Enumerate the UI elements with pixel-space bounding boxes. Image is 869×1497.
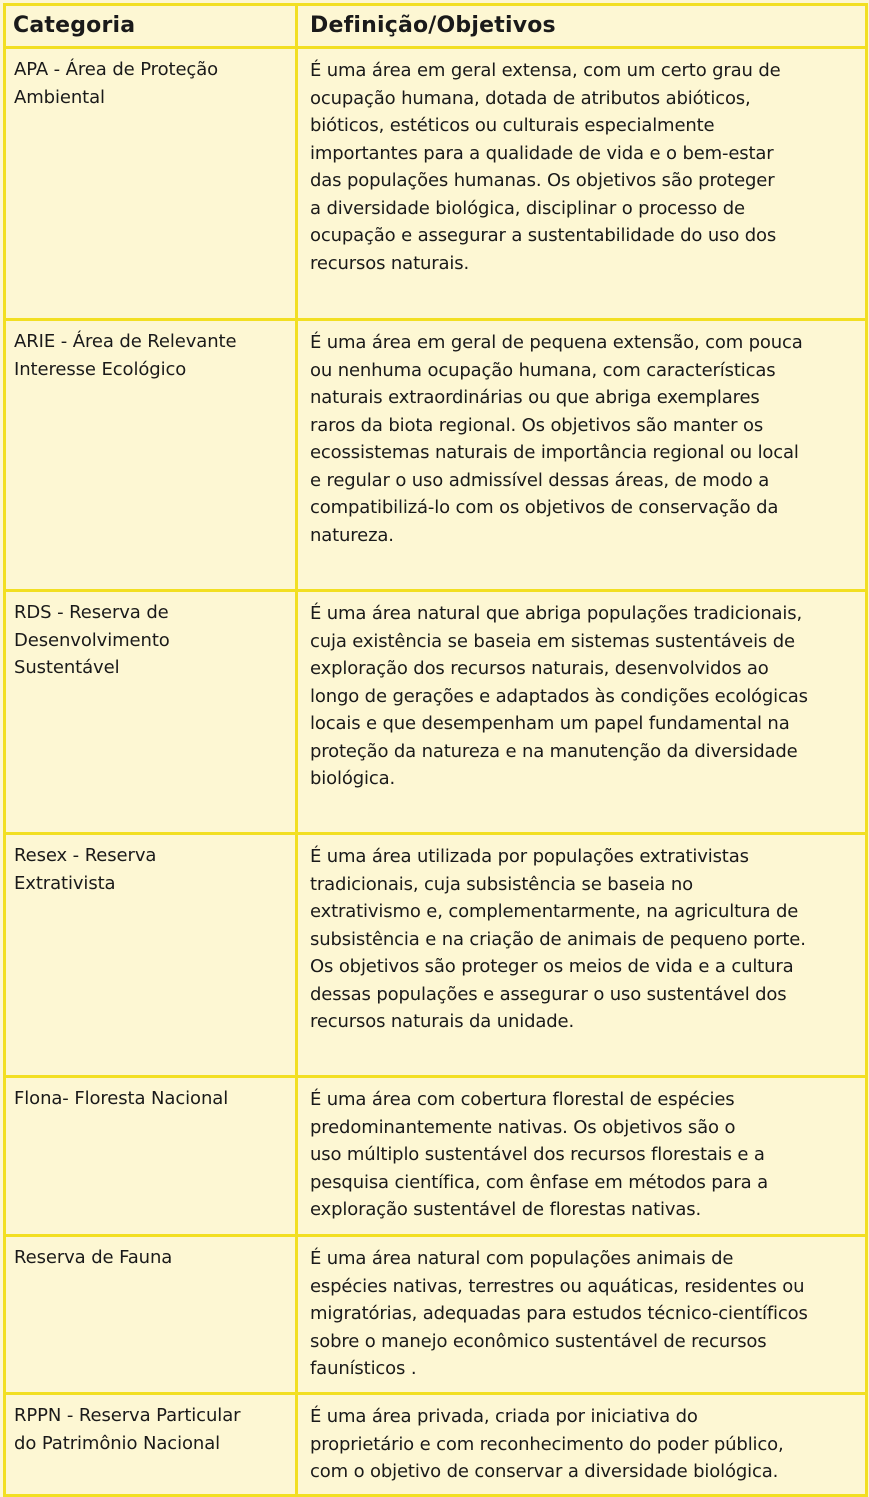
header-categoria: Categoria xyxy=(5,5,297,48)
table-row xyxy=(5,591,867,834)
definition-line: dessas populações e assegurar o uso sustentável dos xyxy=(310,983,787,1005)
definition-line: proprietário e com reconhecimento do poder público, xyxy=(310,1433,784,1455)
category-line: Ambiental xyxy=(14,86,105,108)
definition-line: biológica. xyxy=(310,768,396,789)
definition-line: É uma área natural com populações animais de xyxy=(310,1248,734,1269)
definition-line: das populações humanas. Os objetivos são proteger xyxy=(310,170,775,191)
definition-line: É uma área natural que abriga populações tradicionais, xyxy=(310,603,803,624)
category-line: Desenvolvimento xyxy=(14,629,170,651)
category-line: ARIE - Área de Relevante xyxy=(14,331,237,352)
definition-line: ocupação e assegurar a sustentabilidade do uso dos xyxy=(310,225,777,246)
definition-line: cuja existência se baseia em sistemas sustentáveis de xyxy=(310,630,795,652)
definition-cell xyxy=(297,1077,867,1236)
definition-line: espécies nativas, terrestres ou aquáticas, residentes ou xyxy=(310,1275,805,1297)
table-row xyxy=(5,320,867,591)
definition-line: natureza. xyxy=(310,524,394,546)
definition-line: exploração dos recursos naturais, desenvolvidos ao xyxy=(310,658,769,679)
category-cell xyxy=(5,1394,297,1496)
definition-line: recursos naturais. xyxy=(310,252,470,274)
category-cell xyxy=(5,1236,297,1394)
definition-line: exploração sustentável de florestas nativas. xyxy=(310,1199,702,1220)
definition-cell xyxy=(297,320,867,591)
definition-line: É uma área privada, criada por iniciativa do xyxy=(310,1406,698,1427)
table-row xyxy=(5,834,867,1077)
category-line: Extrativista xyxy=(14,872,116,894)
category-line: Reserva de Fauna xyxy=(14,1247,173,1268)
definition-line: ecossistemas naturais de importância regional ou local xyxy=(310,442,799,463)
definition-cell xyxy=(297,1394,867,1496)
definition-line: faunísticos . xyxy=(310,1358,417,1379)
definition-line: ocupação humana, dotada de atributos abióticos, xyxy=(310,87,751,109)
category-cell xyxy=(5,591,297,834)
definition-line: É uma área utilizada por populações extrativistas xyxy=(310,846,749,867)
table-body xyxy=(5,48,867,1496)
categories-table xyxy=(3,3,868,1497)
table-header-row xyxy=(5,5,867,48)
definition-cell xyxy=(297,834,867,1077)
category-cell xyxy=(5,320,297,591)
definition-line: É uma área em geral extensa, com um certo grau de xyxy=(310,60,781,81)
definition-line: com o objetivo de conservar a diversidade biológica. xyxy=(310,1461,779,1482)
definition-line: ou nenhuma ocupação humana, com características xyxy=(310,359,776,381)
definition-cell xyxy=(297,591,867,834)
definition-line: proteção da natureza e na manutenção da diversidade xyxy=(310,740,798,762)
category-cell xyxy=(5,834,297,1077)
category-line: do Patrimônio Nacional xyxy=(14,1432,221,1454)
definition-line: compatibilizá-lo com os objetivos de conservação da xyxy=(310,497,779,518)
category-cell xyxy=(5,48,297,320)
definition-line: extrativismo e, complementarmente, na agricultura de xyxy=(310,901,799,922)
category-line: Flona- Floresta Nacional xyxy=(14,1088,229,1109)
definition-line: subsistência e na criação de animais de pequeno porte. xyxy=(310,928,806,950)
definition-line: bióticos, estéticos ou culturais especialmente xyxy=(310,115,715,136)
category-line: RDS - Reserva de xyxy=(14,602,169,623)
table-row xyxy=(5,48,867,320)
definition-line: É uma área em geral de pequena extensão, com pouca xyxy=(310,332,803,353)
table-row xyxy=(5,1077,867,1236)
definition-line: a diversidade biológica, disciplinar o processo de xyxy=(310,197,745,219)
definition-cell xyxy=(297,48,867,320)
definition-line: recursos naturais da unidade. xyxy=(310,1011,575,1032)
table-row xyxy=(5,1236,867,1394)
definition-line: sobre o manejo econômico sustentável de recursos xyxy=(310,1330,767,1352)
definition-line: É uma área com cobertura florestal de espécies xyxy=(310,1089,735,1110)
category-cell xyxy=(5,1077,297,1236)
definition-line: predominantemente nativas. Os objetivos são o xyxy=(310,1116,736,1138)
definition-line: e regular o uso admissível dessas áreas, de modo a xyxy=(310,469,770,491)
category-line: Sustentável xyxy=(14,657,120,678)
header-definicao-objetivos: Definição/Objetivos xyxy=(297,5,867,48)
definition-line: uso múltiplo sustentável dos recursos florestais e a xyxy=(310,1144,765,1165)
table-row xyxy=(5,1394,867,1496)
definition-line: longo de gerações e adaptados às condições ecológicas xyxy=(310,685,808,707)
definition-line: pesquisa científica, com ênfase em métodos para a xyxy=(310,1171,769,1193)
definition-line: migratórias, adequadas para estudos técnico-científicos xyxy=(310,1303,808,1324)
category-line: RPPN - Reserva Particular xyxy=(14,1405,241,1426)
category-line: Resex - Reserva xyxy=(14,845,157,866)
definition-line: naturais extraordinárias ou que abriga exemplares xyxy=(310,387,760,408)
definition-line: tradicionais, cuja subsistência se baseia no xyxy=(310,873,693,895)
definition-line: raros da biota regional. Os objetivos são manter os xyxy=(310,414,764,436)
definition-line: importantes para a qualidade de vida e o bem-estar xyxy=(310,142,774,164)
category-line: APA - Área de Proteção xyxy=(14,59,219,80)
definition-line: locais e que desempenham um papel fundamental na xyxy=(310,713,790,734)
definition-line: Os objetivos são proteger os meios de vida e a cultura xyxy=(310,956,794,977)
category-line: Interesse Ecológico xyxy=(14,358,187,380)
definition-cell xyxy=(297,1236,867,1394)
